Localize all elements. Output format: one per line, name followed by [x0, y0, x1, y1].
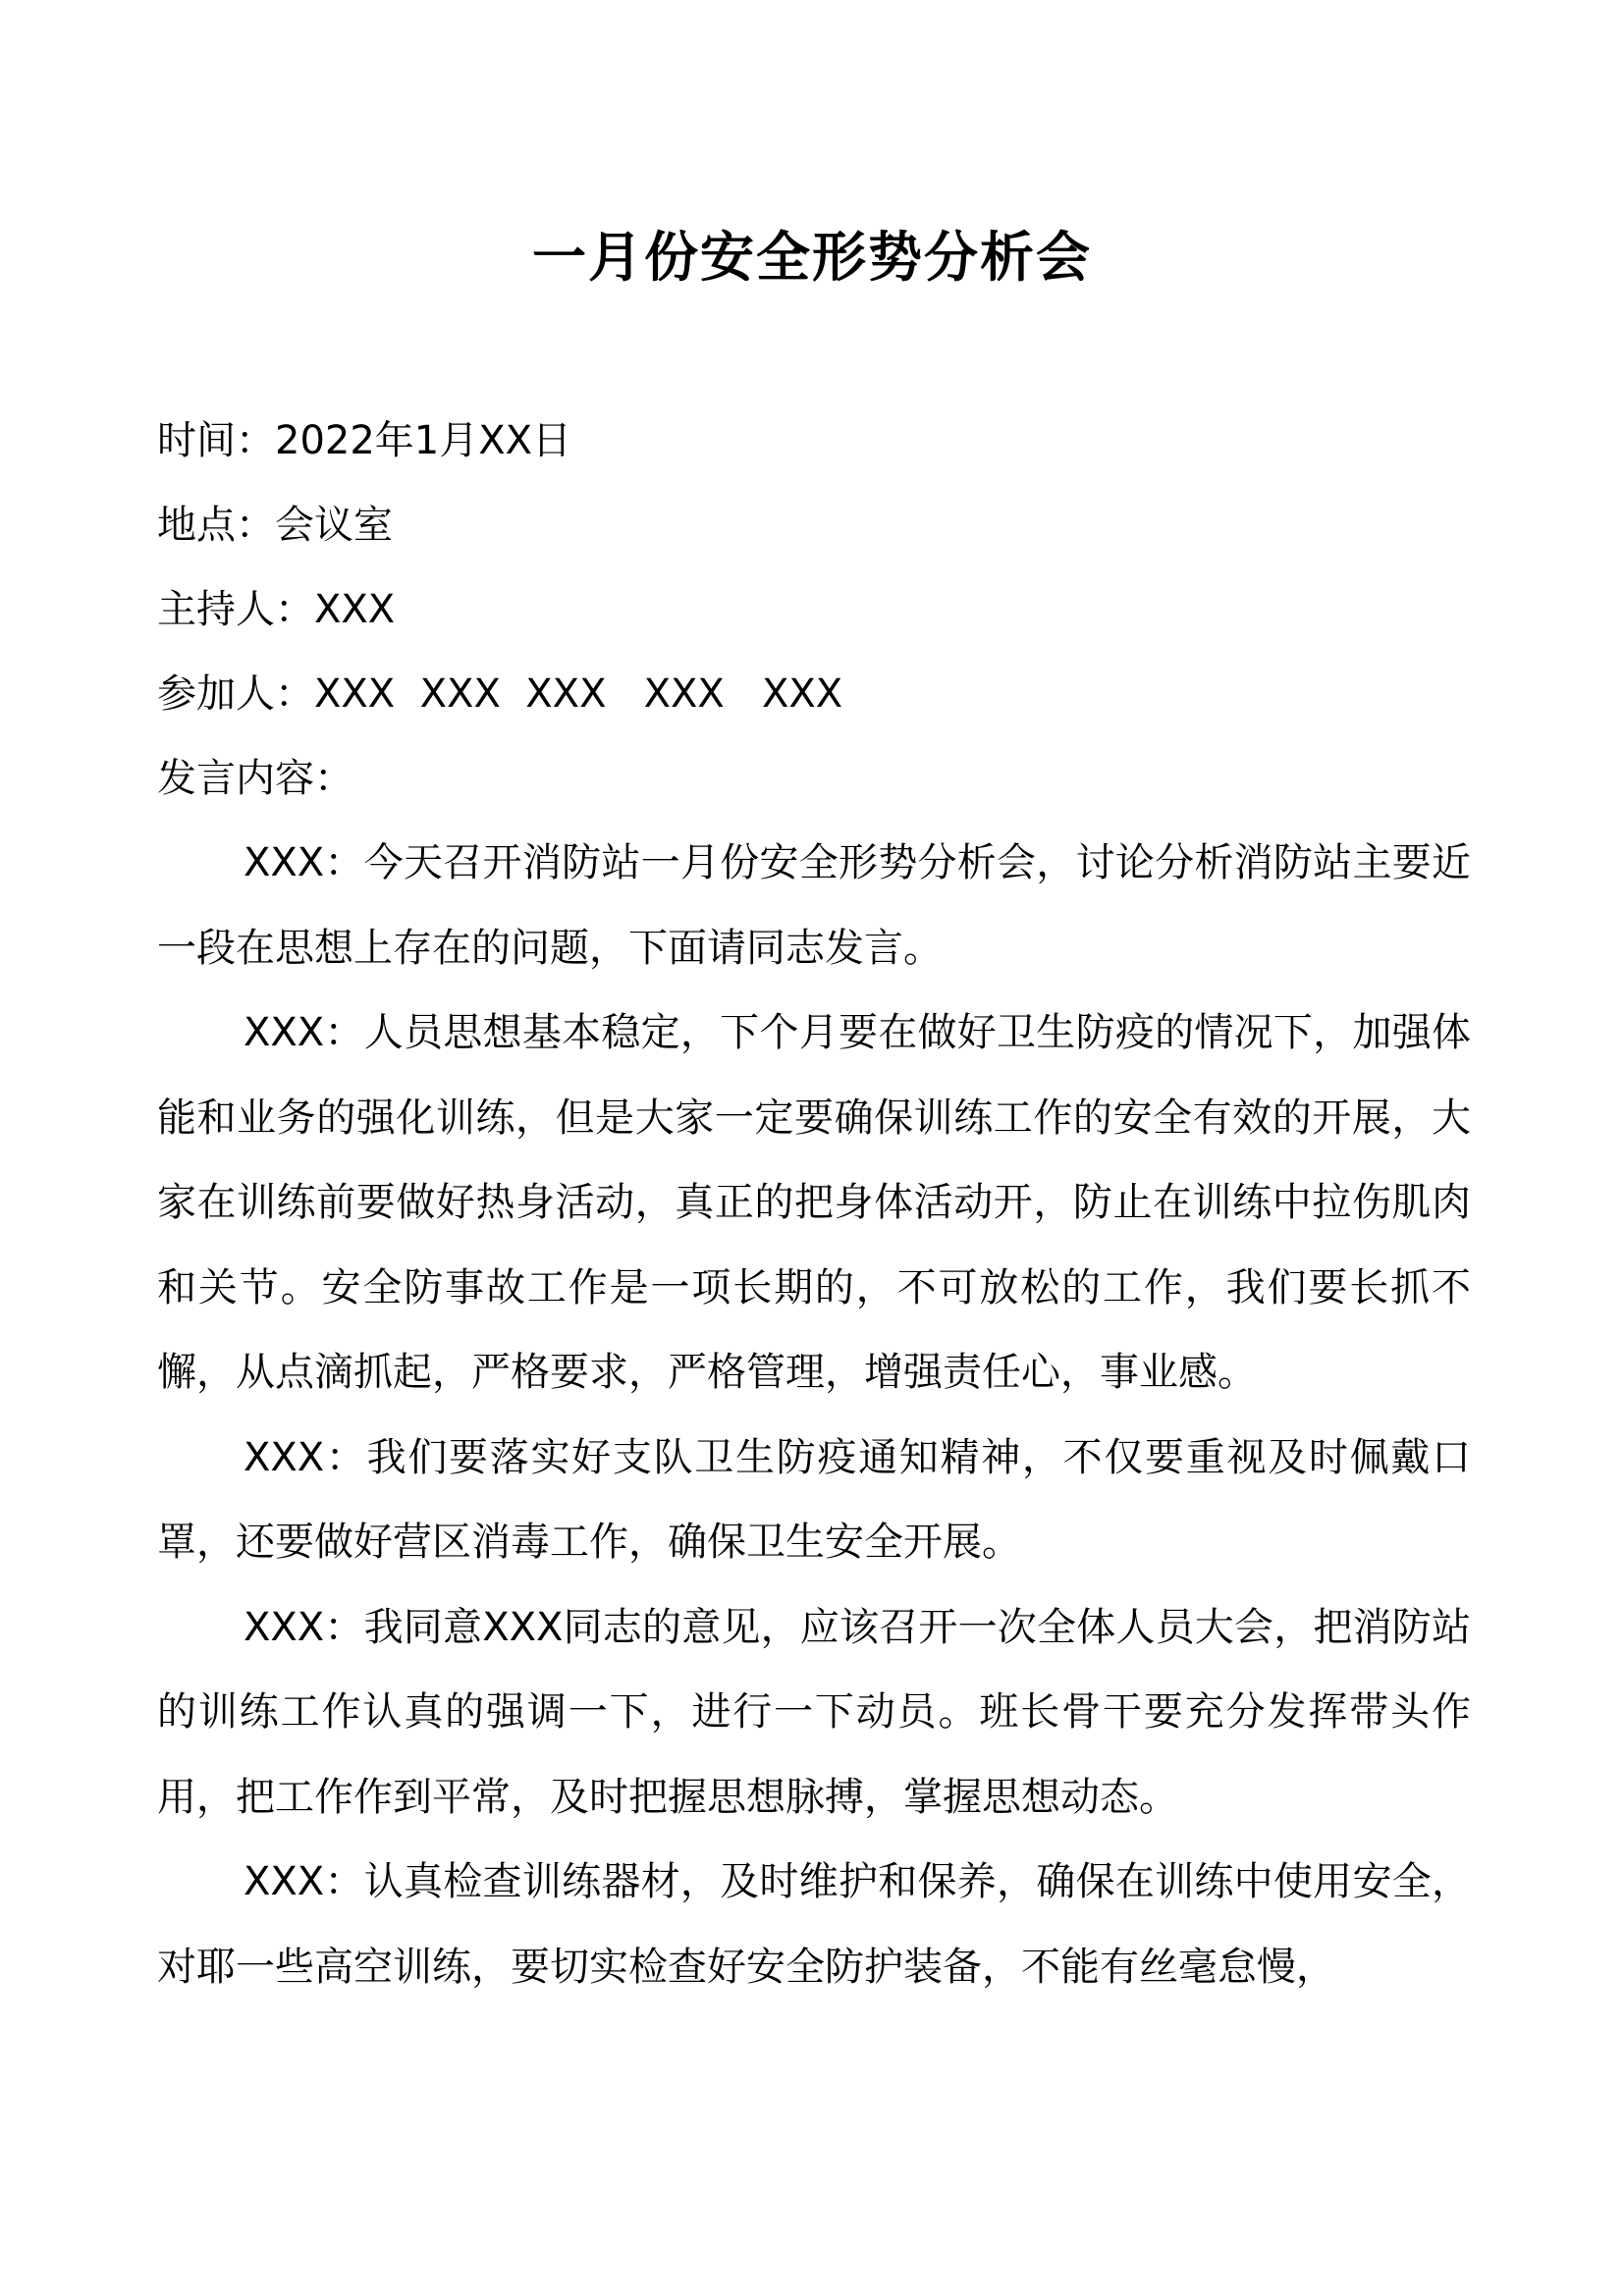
speech-paragraph: XXX：我们要落实好支队卫生防疫通知精神，不仅要重视及时佩戴口罩，还要做好营区消毒工作，确保卫生安全开展。: [157, 1434, 1471, 1565]
meeting-location: 地点：会议室: [157, 503, 393, 548]
speech-paragraph: XXX：今天召开消防站一月份安全形势分析会，讨论分析消防站主要近一段在思想上存在的问题，下面请同志发言。: [157, 840, 1471, 971]
meeting-info: [157, 399, 1483, 821]
meeting-host: 主持人：XXX: [157, 587, 396, 632]
meeting-attendees: 参加人：XXX XXX XXX XXX XXX: [157, 671, 843, 717]
document-title: 一月份安全形势分析会: [531, 226, 1092, 289]
speech-content-label: 发言内容：: [157, 756, 353, 801]
speech-paragraph: XXX：我同意XXX同志的意见，应该召开一次全体人员大会，把消防站的训练工作认真的强调一下，进行一下动员。班长骨干要充分发挥带头作用，把工作作到平常，及时把握思想脉搏，掌握思想动态。: [157, 1604, 1471, 1820]
speech-paragraph: XXX：人员思想基本稳定，下个月要在做好卫生防疫的情况下，加强体能和业务的强化训练，但是大家一定要确保训练工作的安全有效的开展，大家在训练前要做好热身活动，真正的把身体活动开，防止在训练中拉伤肌肉和关节。安全防事故工作是一项长期的，不可放松的工作，我们要长抓不懈，从点滴抓起，严格要求，严格管理，增强责任心，事业感。: [157, 1010, 1471, 1395]
speech-paragraph: XXX：认真检查训练器材，及时维护和保养，确保在训练中使用安全，对耶一些高空训练，要切实检查好安全防护装备，不能有丝毫怠慢，: [157, 1859, 1471, 1990]
meeting-time: 时间：2022年1月XX日: [157, 418, 572, 463]
speech-content: [157, 821, 1471, 2009]
